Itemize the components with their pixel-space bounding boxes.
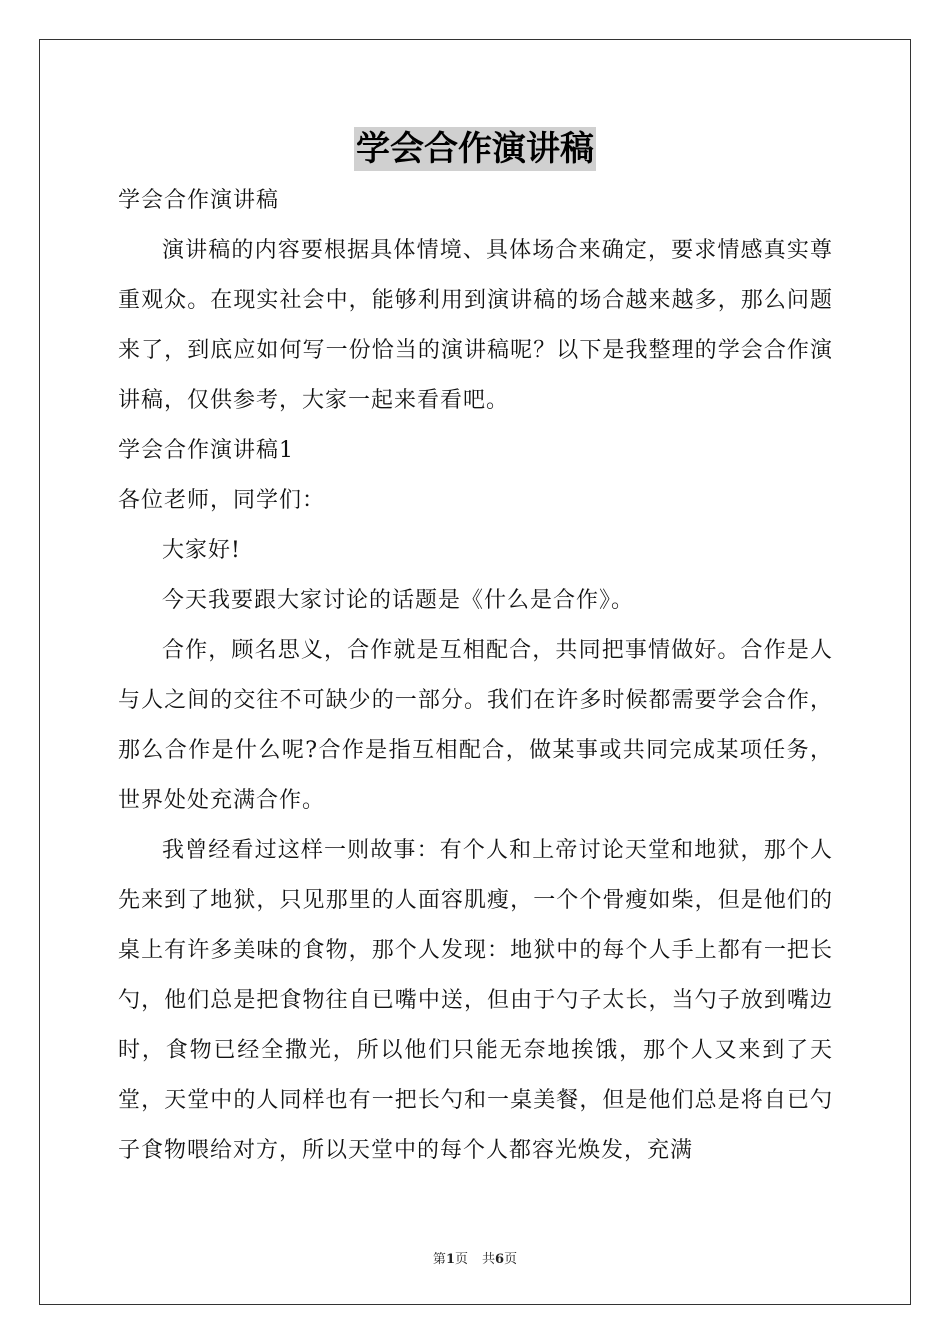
paragraph: 学会合作演讲稿	[118, 188, 280, 213]
total-unit: 页	[504, 1252, 518, 1267]
page-number: 1	[445, 1252, 455, 1267]
paragraph: 合作，顾名思义，合作就是互相配合，共同把事情做好。合作是人与人之间的交往不可缺少的一部分。我们在许多时候都需要学会合作，那么合作是什么呢?合作是指互相配合，做某事或共同完成某项任务，世界处处充满合作。	[118, 638, 833, 813]
paragraph: 各位老师，同学们：	[118, 488, 326, 513]
paragraph: 大家好!	[162, 538, 241, 563]
page-unit: 页	[454, 1252, 468, 1267]
paragraph: 我曾经看过这样一则故事：有个人和上帝讨论天堂和地狱，那个人先来到了地狱，只见那里的人面容肌瘦，一个个骨瘦如柴，但是他们的桌上有许多美味的食物，那个人发现：地狱中的每个人手上都有一把长勺，他们总是把食物往自已嘴中送，但由于勺子太长，当勺子放到嘴边时，食物已经全撒光，所以他们只能无奈地挨饿，那个人又来到了天堂，天堂中的人同样也有一把长勺和一桌美餐，但是他们总是将自已勺子食物喂给对方，所以天堂中的每个人都容光焕发，充满	[118, 838, 833, 1163]
total-pages: 6	[495, 1252, 505, 1267]
document-title: 学会合作演讲稿	[356, 129, 594, 169]
page-footer	[0, 1248, 950, 1267]
document-body	[118, 176, 833, 1176]
paragraph: 今天我要跟大家讨论的话题是《什么是合作》。	[162, 588, 635, 613]
total-prefix: 共	[482, 1252, 496, 1267]
paragraph: 演讲稿的内容要根据具体情境、具体场合来确定，要求情感真实尊重观众。在现实社会中，能够利用到演讲稿的场合越来越多，那么问题来了，到底应如何写一份恰当的演讲稿呢？以下是我整理的学会合作演讲稿，仅供参考，大家一起来看看吧。	[118, 238, 833, 413]
paragraph: 学会合作演讲稿1	[118, 438, 294, 463]
page-prefix: 第	[432, 1252, 446, 1267]
title-container	[0, 127, 950, 171]
